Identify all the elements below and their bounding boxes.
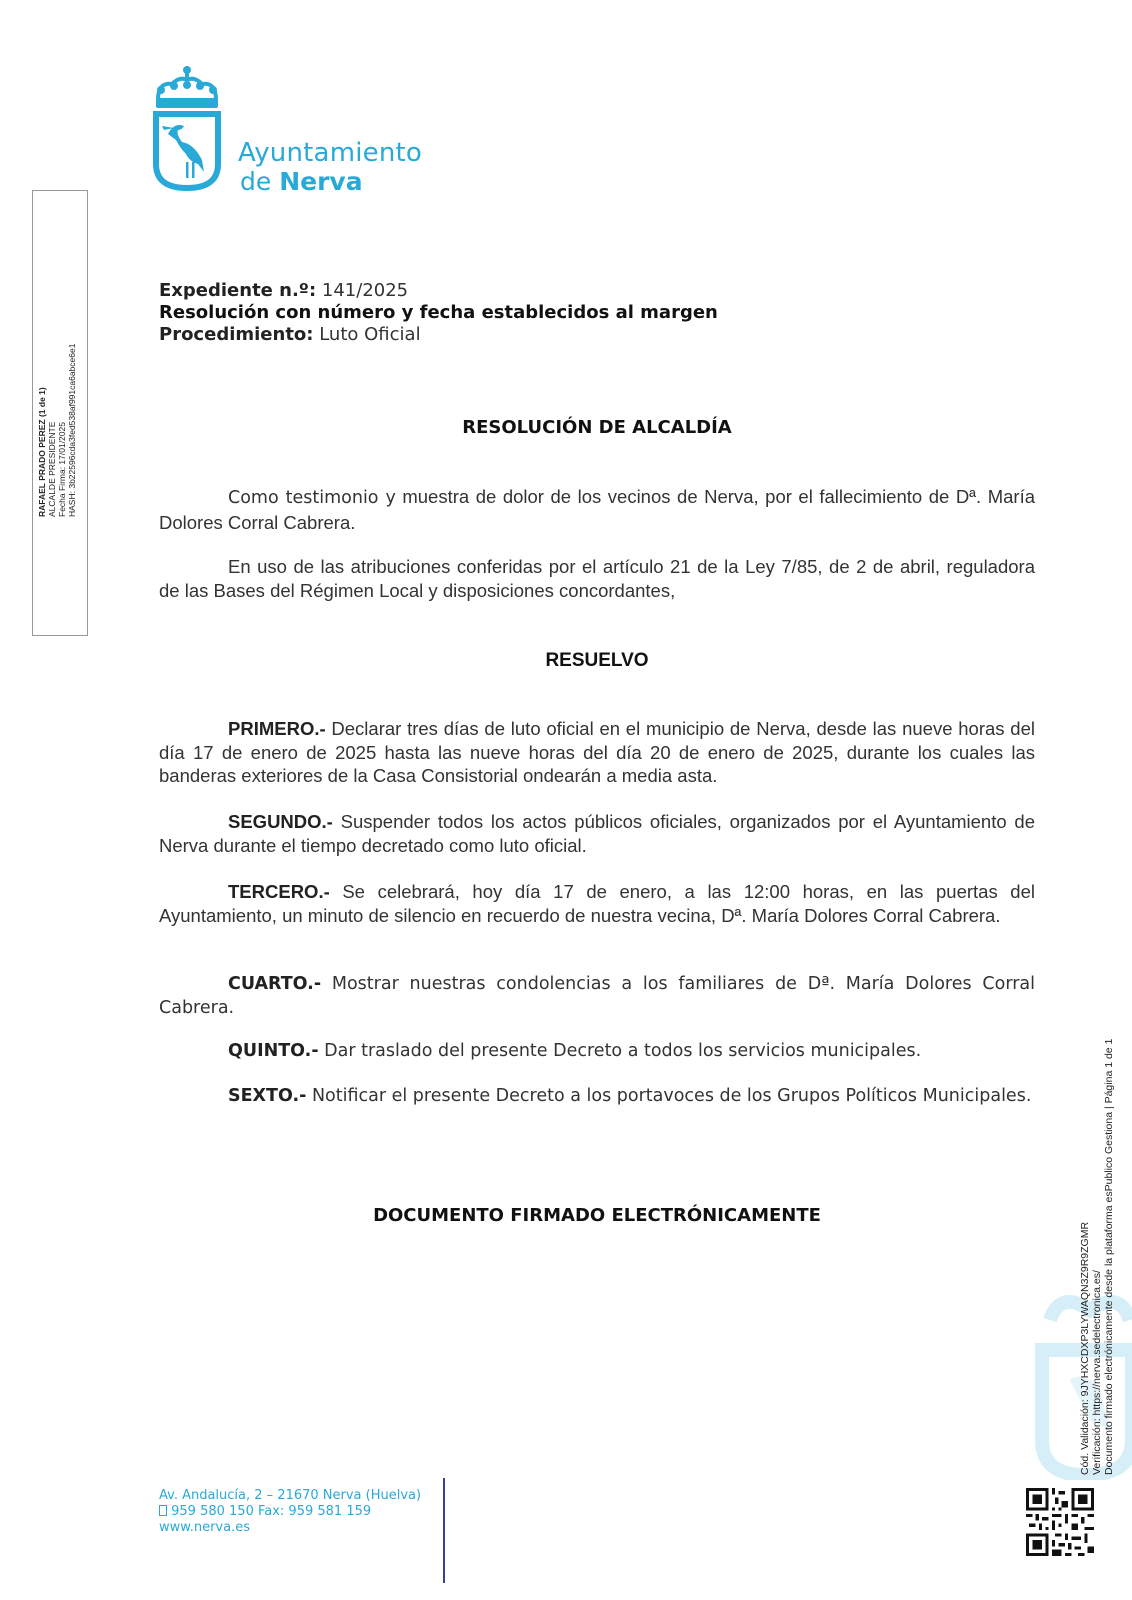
signature-date: Fecha Firma: 17/01/2025 xyxy=(57,422,67,517)
expediente-label: Expediente n.º: xyxy=(159,280,317,301)
intro-text-b: muestra de dolor de los vecinos de Nerva, por el fallecimiento de Dª. María Dolores Corral Cabrera. xyxy=(159,486,1035,533)
validation-platform: Documento firmado electrónicamente desde la plataforma esPublico Gestiona | Página 1 de 1 xyxy=(1103,1038,1115,1475)
footer-phone: 959 580 150 Fax: 959 581 159 xyxy=(167,1504,372,1519)
validation-code: Cód. Validación: 9JYHXCDXP3LYWAQN3Z9R9ZGMR xyxy=(1079,1221,1091,1475)
footer-divider xyxy=(443,1478,445,1583)
expediente-line xyxy=(159,280,408,302)
item-tercero-text: Se celebrará, hoy día 17 de enero, a las 12:00 horas, en las puertas del Ayuntamiento, un minuto de silencio en recuerdo de nuestra vecina, Dª. María Dolores Corral Cabrera. xyxy=(159,881,1035,926)
item-primero-text: Declarar tres días de luto oficial en el municipio de Nerva, desde las nueve horas del día 17 de enero de 2025 hasta las nueve horas del día 20 de enero de 2025, durante los cuales las banderas exteriores de la Casa Consistorial ondearán a media asta. xyxy=(159,718,1035,786)
signer-role: ALCALDE PRESIDENTE xyxy=(47,421,57,517)
intro-text-2: En uso de las atribuciones conferidas por el artículo 21 de la Ley 7/85, de 2 de abril, reguladora de las Bases del Régimen Local y disposiciones concordantes, xyxy=(159,556,1035,601)
item-tercero-label: TERCERO.- xyxy=(228,881,330,902)
logo-text-de: de xyxy=(240,167,280,196)
procedimiento-value: Luto Oficial xyxy=(313,324,421,345)
signature-text xyxy=(37,217,77,517)
resuelvo-heading: RESUELVO xyxy=(545,650,649,671)
item-sexto-text: Notificar el presente Decreto a los portavoces de los Grupos Políticos Municipales. xyxy=(306,1086,1032,1106)
document-title: RESOLUCIÓN DE ALCALDÍA xyxy=(462,417,732,438)
item-tercero xyxy=(159,880,1035,927)
item-segundo-label: SEGUNDO.- xyxy=(228,811,333,832)
item-segundo-text: Suspender todos los actos públicos oficiales, organizados por el Ayuntamiento de Nerva durante el tiempo decretado como luto oficial. xyxy=(159,811,1035,856)
item-quinto-text: Dar traslado del presente Decreto a todos los servicios municipales. xyxy=(318,1041,922,1061)
item-primero-label: PRIMERO.- xyxy=(228,718,326,739)
footer-phone-line xyxy=(159,1504,421,1520)
validation-url: Verificación: https://nerva.sedelectronica.es/ xyxy=(1091,1270,1103,1475)
signature-box xyxy=(32,190,88,636)
item-sexto xyxy=(159,1085,1035,1109)
item-sexto-label: SEXTO.- xyxy=(228,1086,307,1106)
logo-text-de-nerva xyxy=(240,167,363,196)
item-cuarto xyxy=(159,973,1035,1020)
signed-electronically: DOCUMENTO FIRMADO ELECTRÓNICAMENTE xyxy=(373,1205,821,1226)
item-primero xyxy=(159,717,1035,788)
signer-name: RAFAEL PRADO PEREZ (1 de 1) xyxy=(37,387,47,517)
logo-text-ayuntamiento: Ayuntamiento xyxy=(238,138,423,168)
validation-text xyxy=(1079,975,1115,1475)
intro-paragraph-2 xyxy=(159,555,1035,602)
procedimiento-line xyxy=(159,324,421,346)
footer-web[interactable]: www.nerva.es xyxy=(159,1520,250,1535)
expediente-value: 141/2025 xyxy=(316,280,409,301)
resolution-line: Resolución con número y fecha establecidos al margen xyxy=(159,302,718,323)
item-cuarto-label: CUARTO.- xyxy=(228,974,322,994)
intro-text-a: Como testimonio y xyxy=(228,488,396,508)
phone-icon xyxy=(159,1505,167,1516)
qr-code[interactable] xyxy=(1026,1488,1094,1556)
procedimiento-label: Procedimiento: xyxy=(159,324,314,345)
item-cuarto-text: Mostrar nuestras condolencias a los familiares de Dª. María Dolores Corral Cabrera. xyxy=(159,974,1035,1018)
footer-address: Av. Andalucía, 2 – 21670 Nerva (Huelva) xyxy=(159,1488,422,1503)
item-segundo xyxy=(159,810,1035,857)
logo-text-nerva: Nerva xyxy=(279,167,363,196)
signature-hash: HASH: 3b22596cda3fed538af991ca6abce6e1 xyxy=(67,343,77,517)
footer-contact xyxy=(159,1488,421,1536)
item-quinto-label: QUINTO.- xyxy=(228,1041,319,1061)
intro-paragraph-1 xyxy=(159,485,1035,534)
item-quinto xyxy=(159,1040,1035,1064)
